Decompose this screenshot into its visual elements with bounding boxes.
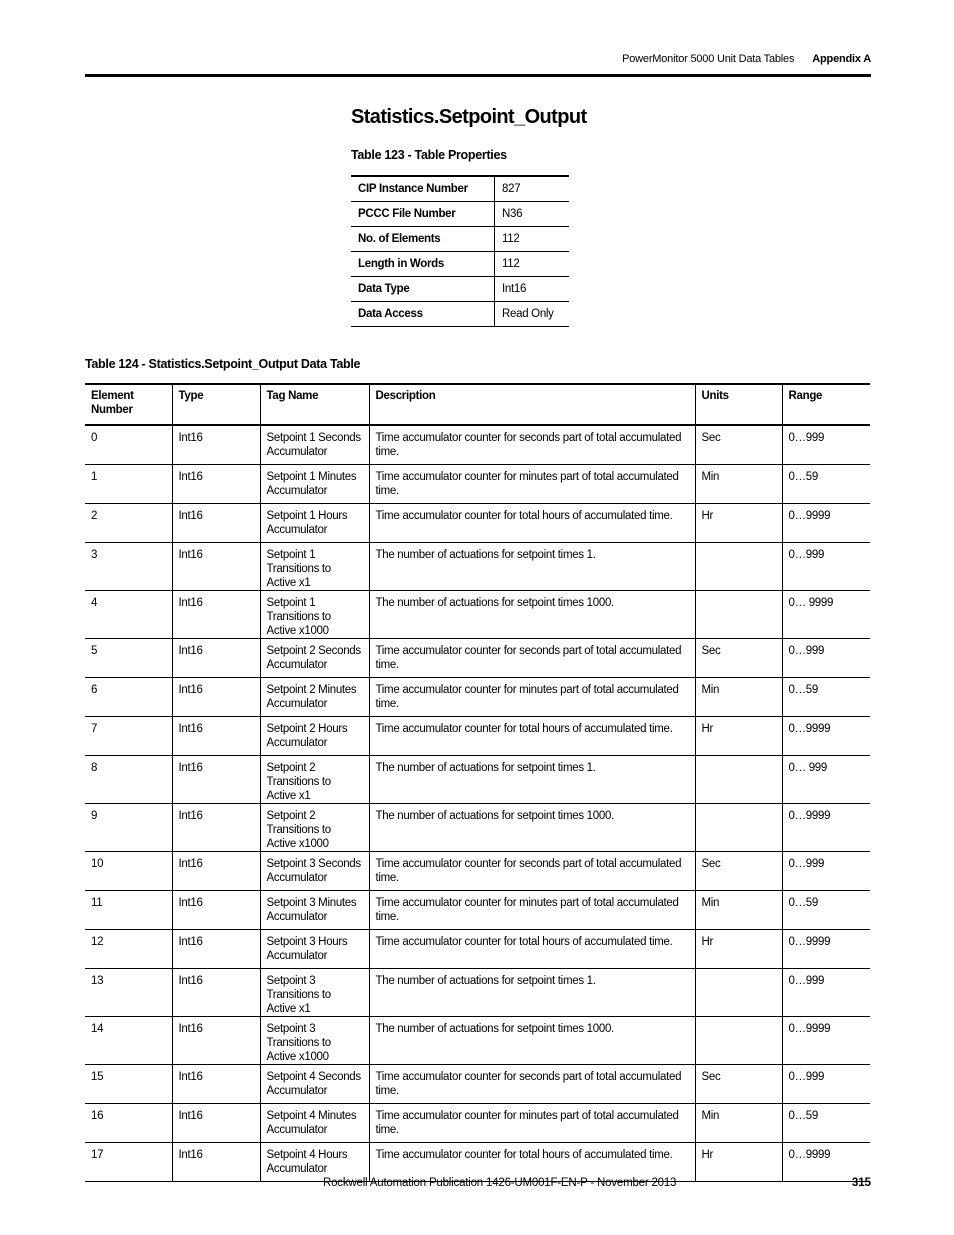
cell-description: Time accumulator counter for total hours of accumulated time.: [369, 1143, 695, 1182]
cell-description: Time accumulator counter for minutes part of total accumulated time.: [369, 891, 695, 930]
cell-range: 0…9999: [782, 717, 870, 756]
cell-tag-name: Setpoint 1 Minutes Accumulator: [260, 465, 369, 504]
cell-type: Int16: [172, 1065, 260, 1104]
cell-units: Sec: [695, 852, 782, 891]
cell-type: Int16: [172, 756, 260, 804]
cell-units: Hr: [695, 504, 782, 543]
cell-description: Time accumulator counter for seconds part of total accumulated time.: [369, 1065, 695, 1104]
cell-type: Int16: [172, 465, 260, 504]
cell-tag-name: Setpoint 3 Transitions to Active x1: [260, 969, 369, 1017]
column-header-tag-name: Tag Name: [260, 384, 369, 425]
property-key: Data Access: [351, 302, 495, 327]
cell-units: [695, 591, 782, 639]
cell-description: Time accumulator counter for minutes part of total accumulated time.: [369, 1104, 695, 1143]
cell-range: 0…9999: [782, 504, 870, 543]
cell-element-number: 13: [85, 969, 172, 1017]
cell-element-number: 10: [85, 852, 172, 891]
cell-description: Time accumulator counter for seconds part of total accumulated time.: [369, 852, 695, 891]
page-title: Statistics.Setpoint_Output: [351, 106, 587, 128]
cell-units: [695, 543, 782, 591]
data-table: [85, 383, 870, 1182]
cell-tag-name: Setpoint 1 Transitions to Active x1: [260, 543, 369, 591]
cell-element-number: 12: [85, 930, 172, 969]
table-row: [85, 543, 870, 591]
property-key: No. of Elements: [351, 227, 495, 252]
cell-description: The number of actuations for setpoint times 1000.: [369, 591, 695, 639]
cell-element-number: 14: [85, 1017, 172, 1065]
cell-element-number: 0: [85, 425, 172, 465]
property-row: [351, 302, 569, 327]
cell-units: [695, 804, 782, 852]
cell-range: 0…999: [782, 543, 870, 591]
cell-tag-name: Setpoint 3 Seconds Accumulator: [260, 852, 369, 891]
footer-publication: Rockwell Automation Publication 1426-UM001F-EN-P - November 2013: [323, 1177, 677, 1189]
property-row: [351, 277, 569, 302]
cell-units: Sec: [695, 425, 782, 465]
cell-type: Int16: [172, 891, 260, 930]
cell-tag-name: Setpoint 3 Minutes Accumulator: [260, 891, 369, 930]
cell-description: Time accumulator counter for total hours of accumulated time.: [369, 930, 695, 969]
table-row: [85, 678, 870, 717]
cell-element-number: 2: [85, 504, 172, 543]
header-appendix: Appendix A: [812, 53, 871, 65]
cell-description: The number of actuations for setpoint times 1.: [369, 756, 695, 804]
cell-range: 0…59: [782, 678, 870, 717]
cell-units: [695, 969, 782, 1017]
cell-tag-name: Setpoint 2 Seconds Accumulator: [260, 639, 369, 678]
cell-type: Int16: [172, 1143, 260, 1182]
cell-units: Hr: [695, 717, 782, 756]
cell-units: Min: [695, 465, 782, 504]
cell-element-number: 4: [85, 591, 172, 639]
column-header-type: Type: [172, 384, 260, 425]
cell-type: Int16: [172, 1017, 260, 1065]
property-value: Int16: [495, 277, 570, 302]
cell-description: Time accumulator counter for seconds part of total accumulated time.: [369, 425, 695, 465]
cell-tag-name: Setpoint 1 Seconds Accumulator: [260, 425, 369, 465]
column-header-range: Range: [782, 384, 870, 425]
cell-range: 0…9999: [782, 1143, 870, 1182]
table-row: [85, 1104, 870, 1143]
property-key: Data Type: [351, 277, 495, 302]
cell-units: Sec: [695, 639, 782, 678]
cell-element-number: 11: [85, 891, 172, 930]
cell-range: 0…999: [782, 852, 870, 891]
cell-element-number: 8: [85, 756, 172, 804]
data-table-caption: Table 124 - Statistics.Setpoint_Output Data Table: [85, 357, 361, 371]
table-row: [85, 639, 870, 678]
cell-tag-name: Setpoint 2 Transitions to Active x1: [260, 756, 369, 804]
cell-description: Time accumulator counter for seconds part of total accumulated time.: [369, 639, 695, 678]
property-row: [351, 202, 569, 227]
cell-type: Int16: [172, 717, 260, 756]
properties-table: [351, 175, 569, 327]
property-row: [351, 252, 569, 277]
cell-range: 0… 999: [782, 756, 870, 804]
table-row: [85, 852, 870, 891]
table-row: [85, 804, 870, 852]
cell-type: Int16: [172, 639, 260, 678]
cell-tag-name: Setpoint 3 Hours Accumulator: [260, 930, 369, 969]
property-value: 112: [495, 227, 570, 252]
cell-type: Int16: [172, 1104, 260, 1143]
cell-description: The number of actuations for setpoint times 1.: [369, 543, 695, 591]
cell-range: 0…999: [782, 1065, 870, 1104]
cell-tag-name: Setpoint 3 Transitions to Active x1000: [260, 1017, 369, 1065]
column-header-units: Units: [695, 384, 782, 425]
cell-range: 0…9999: [782, 804, 870, 852]
cell-range: 0…59: [782, 465, 870, 504]
cell-tag-name: Setpoint 4 Minutes Accumulator: [260, 1104, 369, 1143]
cell-range: 0…9999: [782, 1017, 870, 1065]
cell-element-number: 9: [85, 804, 172, 852]
table-row: [85, 504, 870, 543]
table-row: [85, 930, 870, 969]
table-row: [85, 1143, 870, 1182]
cell-range: 0…999: [782, 639, 870, 678]
cell-description: Time accumulator counter for total hours of accumulated time.: [369, 504, 695, 543]
cell-type: Int16: [172, 543, 260, 591]
cell-range: 0…999: [782, 969, 870, 1017]
column-header-element-number: Element Number: [85, 384, 172, 425]
cell-type: Int16: [172, 852, 260, 891]
table-row: [85, 1065, 870, 1104]
cell-element-number: 17: [85, 1143, 172, 1182]
property-row: [351, 176, 569, 202]
page-number: 315: [851, 1177, 871, 1189]
cell-type: Int16: [172, 425, 260, 465]
cell-type: Int16: [172, 969, 260, 1017]
cell-range: 0…59: [782, 891, 870, 930]
cell-units: [695, 756, 782, 804]
cell-tag-name: Setpoint 4 Seconds Accumulator: [260, 1065, 369, 1104]
table-row: [85, 425, 870, 465]
cell-description: Time accumulator counter for total hours of accumulated time.: [369, 717, 695, 756]
property-key: CIP Instance Number: [351, 176, 495, 202]
cell-element-number: 3: [85, 543, 172, 591]
cell-element-number: 5: [85, 639, 172, 678]
cell-range: 0…59: [782, 1104, 870, 1143]
cell-type: Int16: [172, 678, 260, 717]
cell-element-number: 15: [85, 1065, 172, 1104]
cell-range: 0… 9999: [782, 591, 870, 639]
cell-units: Min: [695, 891, 782, 930]
cell-description: The number of actuations for setpoint times 1000.: [369, 1017, 695, 1065]
cell-tag-name: Setpoint 1 Transitions to Active x1000: [260, 591, 369, 639]
cell-units: Min: [695, 678, 782, 717]
properties-caption: Table 123 - Table Properties: [351, 148, 507, 162]
property-value: 112: [495, 252, 570, 277]
table-row: [85, 591, 870, 639]
cell-type: Int16: [172, 930, 260, 969]
cell-description: The number of actuations for setpoint times 1000.: [369, 804, 695, 852]
cell-units: Min: [695, 1104, 782, 1143]
header-section: PowerMonitor 5000 Unit Data Tables: [622, 53, 795, 65]
header-rule: [85, 74, 871, 77]
cell-description: Time accumulator counter for minutes part of total accumulated time.: [369, 678, 695, 717]
cell-type: Int16: [172, 804, 260, 852]
running-header: [622, 53, 871, 65]
cell-element-number: 7: [85, 717, 172, 756]
cell-element-number: 16: [85, 1104, 172, 1143]
column-header-description: Description: [369, 384, 695, 425]
property-value: 827: [495, 176, 570, 202]
cell-description: The number of actuations for setpoint times 1.: [369, 969, 695, 1017]
cell-units: Hr: [695, 1143, 782, 1182]
cell-units: Sec: [695, 1065, 782, 1104]
table-row: [85, 891, 870, 930]
property-key: Length in Words: [351, 252, 495, 277]
cell-tag-name: Setpoint 4 Hours Accumulator: [260, 1143, 369, 1182]
cell-element-number: 6: [85, 678, 172, 717]
table-header-row: [85, 384, 870, 425]
property-key: PCCC File Number: [351, 202, 495, 227]
cell-units: [695, 1017, 782, 1065]
cell-range: 0…9999: [782, 930, 870, 969]
cell-range: 0…999: [782, 425, 870, 465]
cell-tag-name: Setpoint 2 Minutes Accumulator: [260, 678, 369, 717]
cell-tag-name: Setpoint 2 Transitions to Active x1000: [260, 804, 369, 852]
property-value: Read Only: [495, 302, 570, 327]
property-value: N36: [495, 202, 570, 227]
property-row: [351, 227, 569, 252]
cell-type: Int16: [172, 591, 260, 639]
table-row: [85, 465, 870, 504]
table-row: [85, 717, 870, 756]
table-row: [85, 756, 870, 804]
table-row: [85, 1017, 870, 1065]
cell-element-number: 1: [85, 465, 172, 504]
cell-description: Time accumulator counter for minutes part of total accumulated time.: [369, 465, 695, 504]
cell-tag-name: Setpoint 2 Hours Accumulator: [260, 717, 369, 756]
table-row: [85, 969, 870, 1017]
cell-units: Hr: [695, 930, 782, 969]
cell-tag-name: Setpoint 1 Hours Accumulator: [260, 504, 369, 543]
cell-type: Int16: [172, 504, 260, 543]
